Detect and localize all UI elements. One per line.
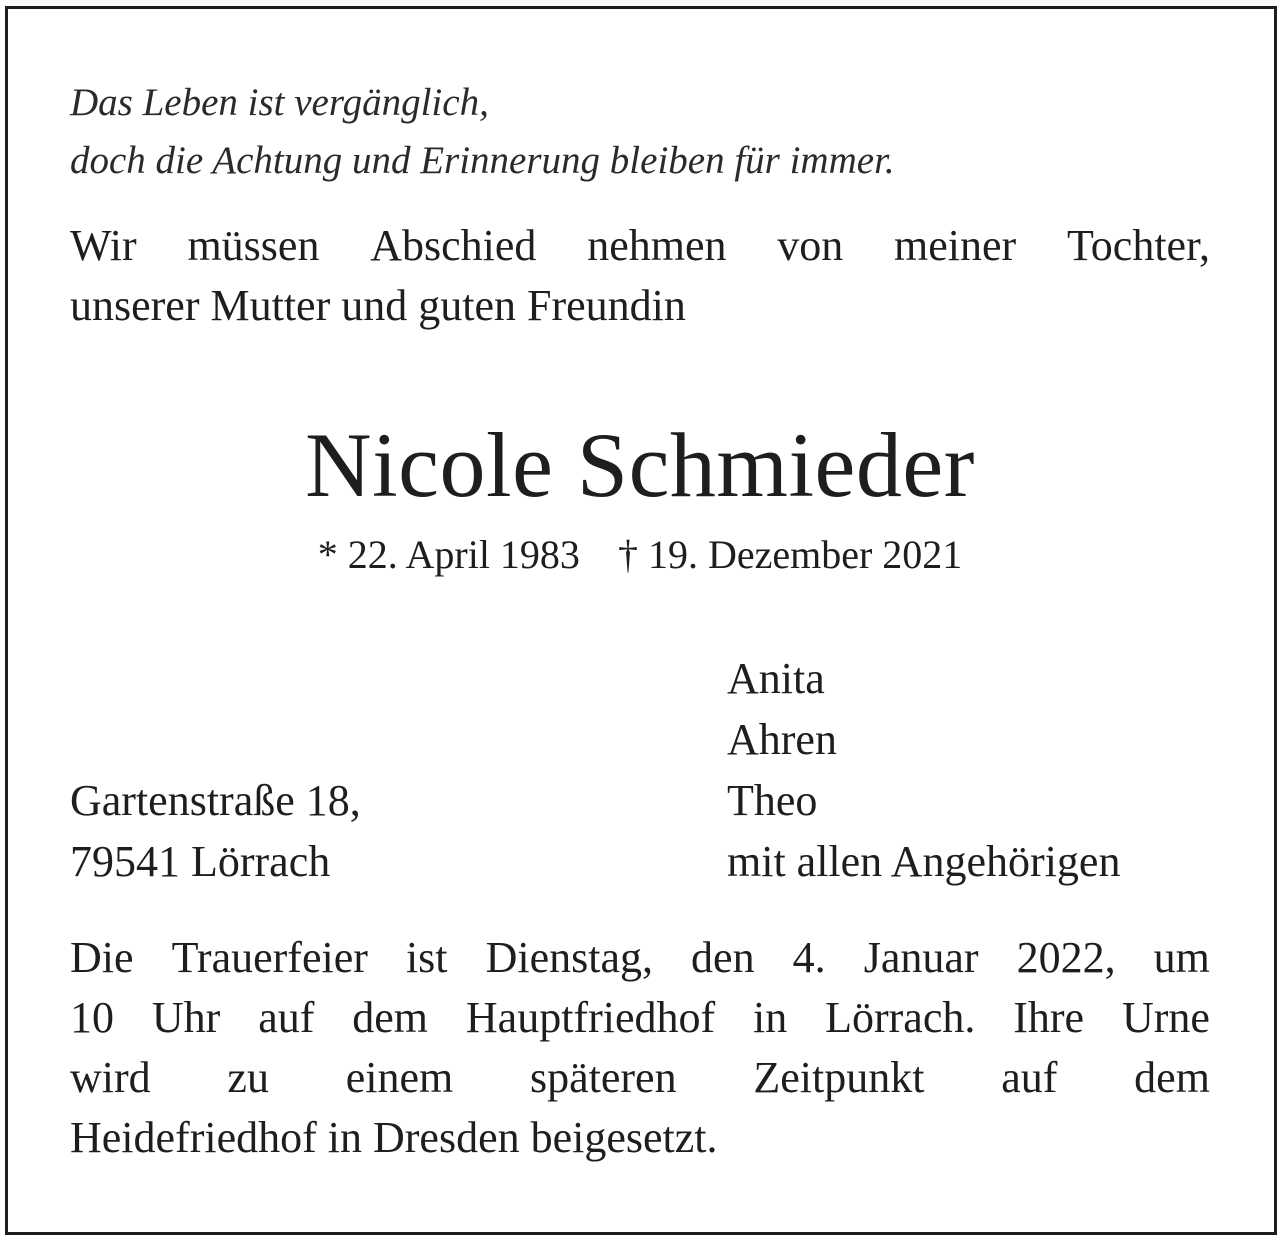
intro-word: von (777, 221, 844, 270)
intro-line-1 (70, 216, 1210, 276)
ceremony-word: Trauerfeier (171, 933, 368, 982)
ceremony-word: wird (70, 1053, 151, 1102)
intro-word: nehmen (587, 221, 727, 270)
address-city: 79541 Lörrach (70, 837, 331, 886)
intro-word: müssen (187, 221, 320, 270)
address-block (70, 770, 361, 892)
motto-line-1: Das Leben ist vergänglich, (70, 81, 489, 124)
ceremony-word: Zeitpunkt (753, 1053, 925, 1102)
ceremony-word: dem (1134, 1053, 1210, 1102)
ceremony-word: 2022, (1016, 933, 1116, 982)
intro-word: Tochter, (1067, 221, 1210, 270)
ceremony-word: auf (258, 993, 315, 1042)
ceremony-word: um (1153, 933, 1210, 982)
motto-line-2: doch die Achtung und Erinnerung bleiben für immer. (70, 139, 895, 182)
ceremony-word: 4. (792, 933, 826, 982)
intro-text (70, 216, 1210, 336)
ceremony-word: in (753, 993, 788, 1042)
ceremony-word: den (691, 933, 755, 982)
ceremony-line-2 (70, 988, 1210, 1048)
mourner-relatives: mit allen Angehörigen (727, 837, 1121, 886)
ceremony-word: Dienstag, (485, 933, 653, 982)
ceremony-word: Urne (1121, 993, 1210, 1042)
ceremony-word: Januar (863, 933, 979, 982)
ceremony-notice (70, 928, 1210, 1168)
intro-word: Wir (70, 221, 137, 270)
ceremony-word: Uhr (151, 993, 221, 1042)
death-date: † 19. Dezember 2021 (617, 532, 963, 577)
ceremony-word: dem (352, 993, 429, 1042)
ceremony-word: auf (1001, 1053, 1058, 1102)
intro-word: Abschied (370, 221, 537, 270)
mourner-name: Anita (727, 654, 825, 703)
mourners-list (727, 648, 1120, 892)
ceremony-word: späteren (530, 1053, 677, 1102)
ceremony-line-1 (70, 928, 1210, 988)
ceremony-word: ist (405, 933, 448, 982)
ceremony-word: Ihre (1013, 993, 1085, 1042)
ceremony-line-3 (70, 1048, 1210, 1108)
address-street: Gartenstraße 18, (70, 776, 361, 825)
birth-date: * 22. April 1983 (317, 532, 580, 577)
intro-line-2: unserer Mutter und guten Freundin (70, 281, 686, 330)
ceremony-word: zu (227, 1053, 269, 1102)
ceremony-word: 10 (70, 993, 114, 1042)
mourner-name: Theo (727, 776, 818, 825)
life-dates (0, 528, 1280, 582)
ceremony-word: Lörrach. (825, 993, 976, 1042)
motto-quote (70, 74, 895, 190)
intro-word: meiner (894, 221, 1017, 270)
ceremony-word: Die (70, 933, 134, 982)
ceremony-word: Hauptfriedhof (465, 993, 716, 1042)
deceased-name: Nicole Schmieder (305, 414, 975, 516)
mourner-name: Ahren (727, 715, 837, 764)
ceremony-word: einem (345, 1053, 454, 1102)
ceremony-line-4: Heidefriedhof in Dresden beigesetzt. (70, 1113, 718, 1162)
